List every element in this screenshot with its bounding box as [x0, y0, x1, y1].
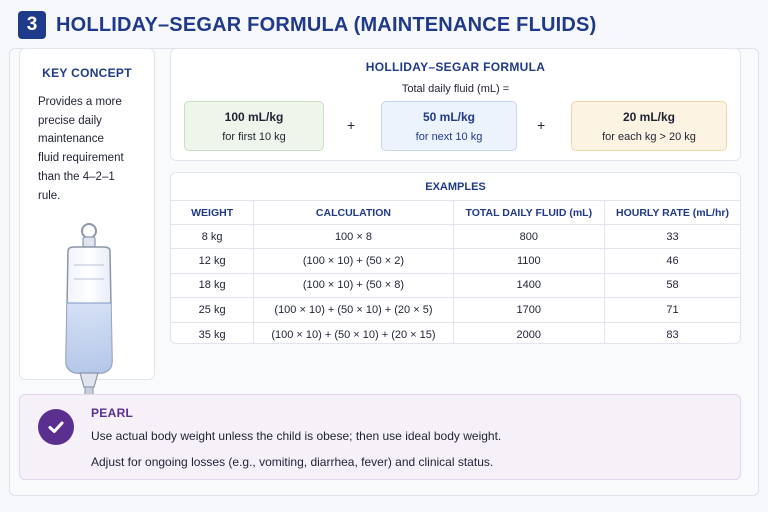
formula-term-over-20kg [571, 101, 727, 151]
table-row [171, 225, 740, 249]
weight-cell: 35 kg [171, 322, 254, 344]
total-fluid-cell: 800 [453, 225, 604, 249]
total-fluid-cell: 1100 [453, 249, 604, 273]
hourly-rate-cell: 71 [604, 298, 740, 322]
weight-cell: 18 kg [171, 273, 254, 297]
table-row [171, 322, 740, 344]
check-circle-icon [38, 409, 74, 445]
pearl-line: Adjust for ongoing losses (e.g., vomiting, diarrhea, fever) and clinical status. [91, 455, 494, 469]
formula-term-value: 20 mL/kg [622, 109, 676, 124]
key-concept-line: rule. [38, 189, 61, 202]
hourly-rate-cell: 46 [604, 249, 740, 273]
pearl-card [19, 394, 741, 480]
weight-cell: 12 kg [171, 249, 254, 273]
column-header-calculation: CALCULATION [254, 201, 453, 225]
formula-subtitle: Total daily fluid (mL) = [401, 83, 510, 95]
total-fluid-cell: 1700 [453, 298, 604, 322]
formula-term-first-10kg [184, 101, 324, 151]
examples-table [171, 200, 740, 344]
table-header-row [171, 201, 740, 225]
table-row [171, 249, 740, 273]
key-concept-line: maintenance [38, 133, 104, 146]
key-concept-card [19, 48, 155, 380]
weight-cell: 25 kg [171, 298, 254, 322]
formula-term-desc: for each kg > 20 kg [602, 130, 696, 143]
formula-title: HOLLIDAY–SEGAR FORMULA [365, 60, 546, 74]
key-concept-title: KEY CONCEPT [42, 66, 132, 80]
column-header-total-daily-fluid: TOTAL DAILY FLUID (mL) [453, 201, 604, 225]
key-concept-line: Provides a more [38, 96, 122, 108]
examples-title: EXAMPLES [425, 181, 486, 193]
total-fluid-cell: 2000 [453, 322, 604, 344]
formula-term-desc: for next 10 kg [415, 130, 483, 143]
plus-operator: + [347, 117, 356, 133]
section-header [18, 10, 596, 40]
page-title: HOLLIDAY–SEGAR FORMULA (MAINTENANCE FLUIDS) [56, 13, 597, 36]
plus-operator: + [537, 117, 546, 133]
hourly-rate-cell: 83 [604, 322, 740, 344]
table-row [171, 273, 740, 297]
calculation-cell: (100 × 10) + (50 × 10) + (20 × 5) [254, 298, 453, 322]
hourly-rate-cell: 58 [604, 273, 740, 297]
calculation-cell: (100 × 10) + (50 × 10) + (20 × 15) [254, 322, 453, 344]
examples-card [170, 172, 741, 344]
formula-card [170, 48, 741, 161]
pearl-line: Use actual body weight unless the child is obese; then use ideal body weight. [91, 429, 502, 443]
calculation-cell: 100 × 8 [254, 225, 453, 249]
calculation-cell: (100 × 10) + (50 × 8) [254, 273, 453, 297]
column-header-hourly-rate: HOURLY RATE (mL/hr) [604, 201, 740, 225]
key-concept-line: fluid requirement [38, 152, 124, 165]
calculation-cell: (100 × 10) + (50 × 2) [254, 249, 453, 273]
iv-bag-icon [56, 221, 122, 409]
total-fluid-cell: 1400 [453, 273, 604, 297]
section-number-badge: 3 [18, 11, 46, 39]
formula-term-value: 50 mL/kg [422, 109, 476, 124]
formula-term-desc: for first 10 kg [222, 130, 286, 143]
column-header-weight: WEIGHT [171, 201, 254, 225]
key-concept-text [38, 93, 148, 205]
formula-term-value: 100 mL/kg [224, 109, 284, 124]
table-row [171, 298, 740, 322]
formula-term-next-10kg [381, 101, 517, 151]
key-concept-line: than the 4–2–1 [38, 170, 115, 183]
hourly-rate-cell: 33 [604, 225, 740, 249]
key-concept-line: precise daily [38, 114, 102, 127]
checkmark-icon [46, 417, 66, 437]
pearl-title: PEARL [91, 406, 134, 420]
weight-cell: 8 kg [171, 225, 254, 249]
